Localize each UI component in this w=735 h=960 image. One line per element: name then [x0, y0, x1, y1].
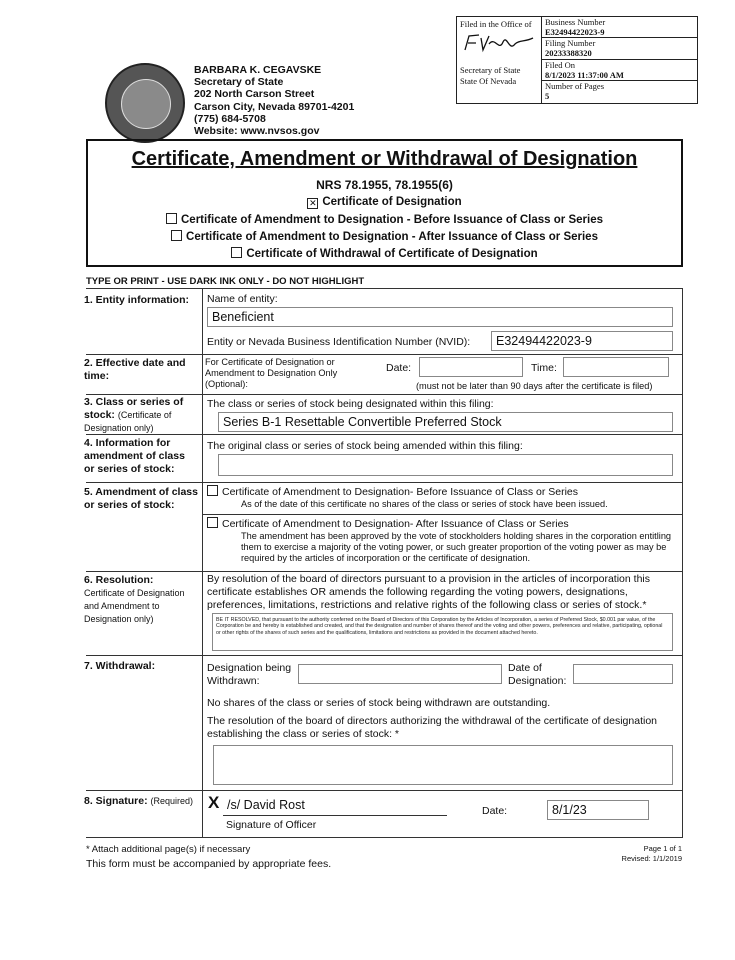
filing-number: 20233388320	[545, 48, 592, 59]
number-of-pages: 5	[545, 90, 550, 101]
amend-after-note: The amendment has been approved by the vote of stockholders holding shares in the corporation entitling them to exercise a majority of the voting power, or such greater proportion of the voting power as may be required by the articles of incorporation or the certificate of designation.	[241, 531, 672, 563]
filed-in-office: Filed in the Office of	[460, 19, 532, 29]
resolution-text: By resolution of the board of directors pursuant to a provision in the articles of incorporation this certificate establishes OR amends the following regarding the voting powers, designations, preferences, limitations, restrictions and relative rights of the following class or series of stock.*	[207, 573, 650, 611]
signature-caption: Signature of Officer	[226, 819, 317, 831]
revision-date: Revised: 1/1/2019	[621, 854, 682, 863]
effective-time-field[interactable]	[563, 357, 669, 377]
sos-line: Website: www.nvsos.gov	[194, 125, 320, 138]
effective-date-desc: For Certificate of Designation or Amendment to Designation Only (Optional):	[205, 357, 338, 389]
section-2-label: 2. Effective date and time:	[84, 357, 186, 382]
class-series-prompt: The class or series of stock being designated within this filing:	[207, 398, 494, 410]
resolution-content: BE IT RESOLVED, that pursuant to the authority conferred on the Board of Directors of this Corporation by the Articles of Incorporation, a series of Preferred Stock, $0.001 par value, of the Corporation be and hereby is established and created, and that the designation and number of shares thereof and the voting and other powers, preferences and relative, participating, optional or other rights of the shares of such series and the qualifications, limitations and restrictions as provided in the document attached hereto.	[216, 617, 663, 636]
checked-checkbox-icon[interactable]: ✕	[309, 198, 317, 208]
amend-before-note: As of the date of this certificate no shares of the class or series of stock have been issued.	[241, 499, 608, 509]
filing-stamp	[456, 16, 698, 104]
nrs-reference: NRS 78.1955, 78.1955(6)	[316, 178, 453, 192]
ink-instructions: TYPE OR PRINT - USE DARK INK ONLY - DO NOT HIGHLIGHT	[86, 276, 365, 287]
option-withdrawal[interactable]: Certificate of Withdrawal of Certificate of Designation	[88, 247, 681, 260]
signature-date-label: Date:	[482, 805, 508, 817]
pages-label: Number of Pages	[545, 80, 605, 91]
signature-x-mark: X	[208, 793, 220, 812]
nvid-label: Entity or Nevada Business Identification Number (NVID):	[207, 336, 471, 348]
secretary-of-state-address	[194, 64, 354, 137]
section-3-label: 3. Class or series of stock: (Certificate of Designation only)	[84, 396, 184, 433]
filed-on: 8/1/2023 11:37:00 AM	[545, 69, 624, 80]
amend-before-option[interactable]: Certificate of Amendment to Designation- Before Issuance of Class or Series	[207, 485, 578, 499]
resolution-field[interactable]	[212, 613, 673, 651]
section-5-label: 5. Amendment of class or series of stock:	[84, 486, 198, 511]
designation-withdrawn-label: Designation being Withdrawn:	[207, 662, 292, 687]
designation-date-label: Date of Designation:	[508, 662, 567, 687]
checkbox-icon[interactable]	[171, 230, 182, 241]
page-info	[600, 844, 682, 864]
business-number-label: Business Number	[545, 17, 606, 27]
designation-date-field[interactable]	[573, 664, 673, 684]
form-title-box	[86, 139, 683, 267]
checkbox-icon[interactable]	[166, 213, 177, 224]
form-grid	[86, 288, 683, 838]
checkbox-icon[interactable]	[231, 247, 242, 258]
signature-date-field[interactable]: 8/1/23	[547, 800, 649, 820]
sos-line: (775) 684-5708	[194, 112, 266, 125]
section-7-label: 7. Withdrawal:	[84, 660, 156, 672]
class-series-field[interactable]: Series B-1 Resettable Convertible Preferred Stock	[218, 412, 673, 432]
checkbox-icon[interactable]	[207, 485, 218, 496]
no-shares-statement: No shares of the class or series of stock being withdrawn are outstanding.	[207, 697, 551, 709]
fees-note: This form must be accompanied by appropriate fees.	[86, 858, 332, 870]
nvid-field[interactable]: E32494422023-9	[491, 331, 673, 351]
sos-line: Carson City, Nevada 89701-4201	[194, 100, 355, 113]
section-6-label: 6. Resolution: Certificate of Designation and Amendment to Designation only)	[84, 574, 185, 624]
effective-date-field[interactable]	[419, 357, 523, 377]
entity-name-label: Name of entity:	[207, 293, 278, 305]
page-number: Page 1 of 1	[643, 844, 682, 853]
signature-scribble-icon	[459, 30, 539, 60]
signature-value[interactable]: /s/ David Rost	[227, 798, 305, 812]
sos-line: 202 North Carson Street	[194, 88, 315, 101]
attach-note: * Attach additional page(s) if necessary	[86, 844, 251, 855]
form-title: Certificate, Amendment or Withdrawal of Designation	[131, 148, 638, 170]
filing-number-label: Filing Number	[545, 38, 596, 49]
section-1-label: 1. Entity information:	[84, 294, 189, 306]
filed-state: State Of Nevada	[460, 76, 517, 86]
nevada-state-seal	[105, 63, 185, 143]
entity-name-field[interactable]: Beneficient	[207, 307, 673, 327]
business-number: E32494422023-9	[545, 27, 605, 37]
amend-after-option[interactable]: Certificate of Amendment to Designation- After Issuance of Class or Series	[207, 517, 569, 531]
section-8-label: 8. Signature: (Required)	[84, 795, 194, 807]
designation-withdrawn-field[interactable]	[298, 664, 502, 684]
effective-time-label: Time:	[531, 362, 557, 374]
option-amendment-before[interactable]: Certificate of Amendment to Designation - Before Issuance of Class or Series	[88, 213, 681, 226]
sos-line: BARBARA K. CEGAVSKE	[194, 64, 322, 76]
sos-line: Secretary of State	[194, 76, 284, 89]
option-amendment-after[interactable]: Certificate of Amendment to Designation - After Issuance of Class or Series	[88, 230, 681, 243]
effective-date-note: (must not be later than 90 days after the certificate is filed)	[416, 381, 653, 391]
section-4-label: 4. Information for amendment of class or series of stock:	[84, 437, 185, 475]
filed-on-label: Filed On	[545, 59, 575, 70]
withdrawal-resolution-prompt: The resolution of the board of directors authorizing the withdrawal of the certificate of designation establishing the class or series of stock: *	[207, 715, 658, 740]
withdrawal-resolution-field[interactable]	[213, 745, 673, 785]
amended-class-field[interactable]	[218, 454, 673, 476]
amended-class-prompt: The original class or series of stock being amended within this filing:	[207, 440, 523, 452]
effective-date-label: Date:	[386, 362, 412, 374]
option-certificate-of-designation[interactable]: ✕ Certificate of Designation	[309, 196, 462, 208]
filed-sos: Secretary of State	[460, 65, 521, 75]
checkbox-icon[interactable]	[207, 517, 218, 528]
